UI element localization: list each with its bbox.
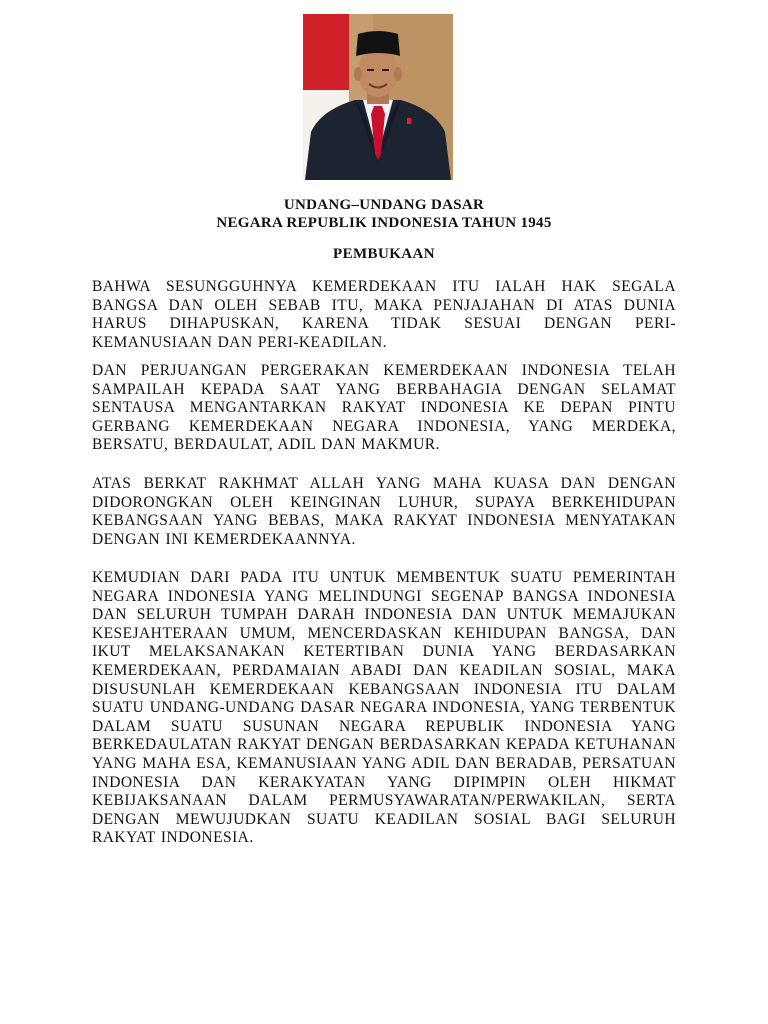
official-portrait-image (303, 14, 453, 180)
title-line-2: NEGARA REPUBLIK INDONESIA TAHUN 1945 (216, 215, 552, 231)
paragraph: KEMUDIAN DARI PADA ITU UNTUK MEMBENTUK SUATU PEMERINTAH NEGARA INDONESIA YANG MELINDUNGI SEGENAP BANGSA INDONESIA DAN SELURUH TUMPAH DARAH INDONESIA DAN UNTUK MEMAJUKAN KESEJAHTERAAN UMUM, MENCERDASKAN KEHIDUPAN BANGSA, DAN IKUT MELAKSANAKAN KETERTIBAN DUNIA YANG BERDASARKAN KEMERDEKAAN, PERDAMAIAN ABADI DAN KEADILAN SOSIAL, MAKA DISUSUNLAH KEMERDEKAAN KEBANGSAAN INDONESIA ITU DALAM SUATU UNDANG-UNDANG DASAR NEGARA INDONESIA, YANG TERBENTUK DALAM SUATU SUSUNAN NEGARA REPUBLIK INDONESIA YANG BERKEDAULATAN RAKYAT DENGAN BERDASARKAN KEPADA KETUHANAN YANG MAHA ESA, KEMANUSIAAN YANG ADIL DAN BERADAB, PERSATUAN INDONESIA DAN KERAKYATAN YANG DIPIMPIN OLEH HIKMAT KEBIJAKSANAAN DALAM PERMUSYAWARATAN/PERWAKILAN, SERTA DENGAN MEWUJUDKAN SUATU KEADILAN SOSIAL BAGI SELURUH RAKYAT INDONESIA. (92, 569, 676, 847)
section-heading: PEMBUKAAN (333, 246, 435, 262)
title-line-1: UNDANG–UNDANG DASAR (283, 197, 485, 213)
paragraph: ATAS BERKAT RAKHMAT ALLAH YANG MAHA KUASA DAN DENGAN DIDORONGKAN OLEH KEINGINAN LUHUR, SUPAYA BERKEHIDUPAN KEBANGSAAN YANG BEBAS, MAKA RAKYAT INDONESIA MENYATAKAN DENGAN INI KEMERDEKAANNYA. (92, 475, 676, 548)
paragraph: BAHWA SESUNGGUHNYA KEMERDEKAAN ITU IALAH HAK SEGALA BANGSA DAN OLEH SEBAB ITU, MAKA PENJAJAHAN DI ATAS DUNIA HARUS DIHAPUSKAN, KARENA TIDAK SESUAI DENGAN PERI-KEMANUSIAAN DAN PERI-KEADILAN. (92, 278, 676, 351)
document-title (92, 196, 676, 232)
paragraph: DAN PERJUANGAN PERGERAKAN KEMERDEKAAN INDONESIA TELAH SAMPAILAH KEPADA SAAT YANG BERBAHAGIA DENGAN SELAMAT SENTAUSA MENGANTARKAN RAKYAT INDONESIA KE DEPAN PINTU GERBANG KEMERDEKAAN NEGARA INDONESIA, YANG MERDEKA, BERSATU, BERDAULAT, ADIL DAN MAKMUR. (92, 362, 676, 454)
